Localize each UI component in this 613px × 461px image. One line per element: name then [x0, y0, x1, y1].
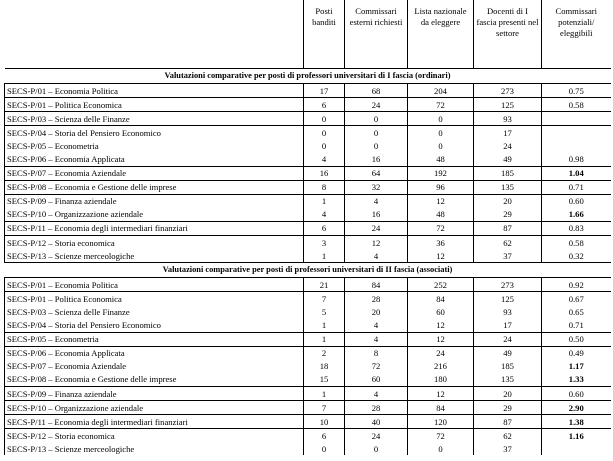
commissari-potenziali-cell: [542, 442, 611, 455]
commission-table: [4, 0, 611, 455]
sector-label: SECS-P/10 – Organizzazione aziendale: [5, 208, 304, 222]
lista-nazionale-cell: 192: [408, 166, 474, 180]
lista-nazionale-cell: 72: [408, 221, 474, 235]
section-header: [5, 263, 611, 278]
table-row: [5, 180, 611, 194]
lista-nazionale-cell: 12: [408, 332, 474, 346]
commissari-esterni-cell: 4: [345, 249, 408, 263]
commissari-esterni-cell: 4: [345, 332, 408, 346]
posti-banditi-cell: 17: [304, 84, 345, 98]
posti-banditi-cell: 2: [304, 346, 345, 360]
commissari-esterni-cell: 40: [345, 415, 408, 429]
docenti-presenti-cell: 273: [474, 84, 542, 98]
docenti-presenti-cell: 87: [474, 221, 542, 235]
table-row: [5, 292, 611, 306]
header-commissari-esterni: Commissari esterni richiesti: [345, 0, 408, 69]
table-row: [5, 249, 611, 263]
docenti-presenti-cell: 24: [474, 139, 542, 152]
sector-label: SECS-P/03 – Scienza delle Finanze: [5, 112, 304, 126]
docenti-presenti-cell: 62: [474, 236, 542, 250]
header-row: [5, 0, 611, 69]
sector-label: SECS-P/01 – Politica Economica: [5, 98, 304, 112]
posti-banditi-cell: 21: [304, 278, 345, 292]
table-row: [5, 166, 611, 180]
sector-label: SECS-P/01 – Politica Economica: [5, 292, 304, 306]
table-row: [5, 221, 611, 235]
docenti-presenti-cell: 87: [474, 415, 542, 429]
header-commissari-potenziali: Commissari potenziali/ eleggibili: [542, 0, 611, 69]
table-row: [5, 126, 611, 140]
commissari-potenziali-cell: 0.60: [542, 386, 611, 400]
header-docenti-presenti: Docenti di I fascia presenti nel settore: [474, 0, 542, 69]
commissari-potenziali-cell: 0.65: [542, 305, 611, 318]
commissari-esterni-cell: 28: [345, 292, 408, 306]
docenti-presenti-cell: 29: [474, 401, 542, 415]
commissari-potenziali-cell: 0.60: [542, 194, 611, 208]
lista-nazionale-cell: 12: [408, 249, 474, 263]
commissari-potenziali-cell: 1.33: [542, 373, 611, 387]
section-title: Valutazioni comparative per posti di professori universitari di II fascia (associati): [162, 265, 453, 275]
commissari-potenziali-cell: 2.90: [542, 401, 611, 415]
commissari-potenziali-cell: [542, 126, 611, 140]
commissari-potenziali-cell: 0.50: [542, 332, 611, 346]
commissari-potenziali-cell: 1.04: [542, 166, 611, 180]
lista-nazionale-cell: 72: [408, 429, 474, 443]
docenti-presenti-cell: 37: [474, 249, 542, 263]
table-row: [5, 346, 611, 360]
posti-banditi-cell: 1: [304, 319, 345, 333]
section-header: [5, 69, 611, 84]
sector-label: SECS-P/05 – Econometria: [5, 332, 304, 346]
table-row: [5, 373, 611, 387]
docenti-presenti-cell: 49: [474, 346, 542, 360]
lista-nazionale-cell: 84: [408, 401, 474, 415]
sector-label: SECS-P/09 – Finanza aziendale: [5, 194, 304, 208]
sector-label: SECS-P/07 – Economia Aziendale: [5, 166, 304, 180]
commissari-esterni-cell: 12: [345, 236, 408, 250]
lista-nazionale-cell: 24: [408, 346, 474, 360]
sector-label: SECS-P/04 – Storia del Pensiero Economico: [5, 126, 304, 140]
table-row: [5, 401, 611, 415]
docenti-presenti-cell: 93: [474, 305, 542, 318]
sector-label: SECS-P/08 – Economia e Gestione delle imprese: [5, 373, 304, 387]
docenti-presenti-cell: 62: [474, 429, 542, 443]
docenti-presenti-cell: 93: [474, 112, 542, 126]
posti-banditi-cell: 1: [304, 332, 345, 346]
commissari-esterni-cell: 16: [345, 208, 408, 222]
sector-label: SECS-P/06 – Economia Applicata: [5, 152, 304, 166]
lista-nazionale-cell: 12: [408, 319, 474, 333]
commissari-esterni-cell: 20: [345, 305, 408, 318]
commissari-potenziali-cell: 0.49: [542, 346, 611, 360]
sector-label: SECS-P/04 – Storia del Pensiero Economico: [5, 319, 304, 333]
sector-label: SECS-P/07 – Economia Aziendale: [5, 360, 304, 373]
commissari-potenziali-cell: 0.71: [542, 319, 611, 333]
docenti-presenti-cell: 135: [474, 373, 542, 387]
table-row: [5, 84, 611, 98]
lista-nazionale-cell: 48: [408, 152, 474, 166]
commissari-esterni-cell: 16: [345, 152, 408, 166]
docenti-presenti-cell: 29: [474, 208, 542, 222]
commissari-potenziali-cell: 0.67: [542, 292, 611, 306]
docenti-presenti-cell: 125: [474, 98, 542, 112]
docenti-presenti-cell: 20: [474, 194, 542, 208]
commissari-esterni-cell: 24: [345, 221, 408, 235]
commissari-esterni-cell: 0: [345, 126, 408, 140]
commissari-potenziali-cell: 1.17: [542, 360, 611, 373]
lista-nazionale-cell: 0: [408, 442, 474, 455]
lista-nazionale-cell: 96: [408, 180, 474, 194]
posti-banditi-cell: 0: [304, 442, 345, 455]
commissari-esterni-cell: 60: [345, 373, 408, 387]
commissari-potenziali-cell: 0.32: [542, 249, 611, 263]
table-row: [5, 415, 611, 429]
posti-banditi-cell: 1: [304, 249, 345, 263]
sector-label: SECS-P/13 – Scienze merceologiche: [5, 442, 304, 455]
commissari-potenziali-cell: 1.38: [542, 415, 611, 429]
sector-label: SECS-P/11 – Economia degli intermediari finanziari: [5, 221, 304, 235]
sector-label: SECS-P/01 – Economia Politica: [5, 84, 304, 98]
header-posti-banditi: Posti banditi: [304, 0, 345, 69]
lista-nazionale-cell: 72: [408, 98, 474, 112]
sector-label: SECS-P/11 – Economia degli intermediari finanziari: [5, 415, 304, 429]
table-row: [5, 332, 611, 346]
table-row: [5, 442, 611, 455]
posti-banditi-cell: 16: [304, 166, 345, 180]
table-row: [5, 152, 611, 166]
posti-banditi-cell: 4: [304, 208, 345, 222]
table-row: [5, 139, 611, 152]
sector-label: SECS-P/08 – Economia e Gestione delle imprese: [5, 180, 304, 194]
posti-banditi-cell: 0: [304, 112, 345, 126]
posti-banditi-cell: 1: [304, 194, 345, 208]
commissari-potenziali-cell: 1.66: [542, 208, 611, 222]
lista-nazionale-cell: 48: [408, 208, 474, 222]
posti-banditi-cell: 18: [304, 360, 345, 373]
lista-nazionale-cell: 12: [408, 194, 474, 208]
lista-nazionale-cell: 84: [408, 292, 474, 306]
table-row: [5, 98, 611, 112]
commissari-esterni-cell: 0: [345, 139, 408, 152]
commissari-esterni-cell: 4: [345, 194, 408, 208]
commissari-esterni-cell: 24: [345, 98, 408, 112]
commissari-esterni-cell: 8: [345, 346, 408, 360]
table-row: [5, 278, 611, 292]
lista-nazionale-cell: 120: [408, 415, 474, 429]
posti-banditi-cell: 0: [304, 139, 345, 152]
commissari-potenziali-cell: [542, 139, 611, 152]
commissari-esterni-cell: 64: [345, 166, 408, 180]
header-blank: [5, 0, 304, 69]
sector-label: SECS-P/12 – Storia economica: [5, 429, 304, 443]
docenti-presenti-cell: 135: [474, 180, 542, 194]
sector-label: SECS-P/06 – Economia Applicata: [5, 346, 304, 360]
posti-banditi-cell: 15: [304, 373, 345, 387]
lista-nazionale-cell: 0: [408, 139, 474, 152]
table-row: [5, 386, 611, 400]
sector-label: SECS-P/10 – Organizzazione aziendale: [5, 401, 304, 415]
commissari-potenziali-cell: 1.16: [542, 429, 611, 443]
sector-label: SECS-P/13 – Scienze merceologiche: [5, 249, 304, 263]
commissari-esterni-cell: 68: [345, 84, 408, 98]
table-row: [5, 208, 611, 222]
commissari-potenziali-cell: 0.98: [542, 152, 611, 166]
docenti-presenti-cell: 185: [474, 166, 542, 180]
lista-nazionale-cell: 204: [408, 84, 474, 98]
commissari-esterni-cell: 32: [345, 180, 408, 194]
posti-banditi-cell: 1: [304, 386, 345, 400]
table-row: [5, 236, 611, 250]
docenti-presenti-cell: 17: [474, 126, 542, 140]
table-row: [5, 429, 611, 443]
docenti-presenti-cell: 49: [474, 152, 542, 166]
commissari-esterni-cell: 72: [345, 360, 408, 373]
commissari-esterni-cell: 0: [345, 112, 408, 126]
lista-nazionale-cell: 36: [408, 236, 474, 250]
lista-nazionale-cell: 0: [408, 112, 474, 126]
table-row: [5, 360, 611, 373]
commissari-potenziali-cell: 0.83: [542, 221, 611, 235]
commissari-potenziali-cell: [542, 112, 611, 126]
table-row: [5, 194, 611, 208]
posti-banditi-cell: 6: [304, 221, 345, 235]
sector-label: SECS-P/01 – Economia Politica: [5, 278, 304, 292]
table-row: [5, 112, 611, 126]
commissari-esterni-cell: 84: [345, 278, 408, 292]
commissari-esterni-cell: 24: [345, 429, 408, 443]
commissari-potenziali-cell: 0.75: [542, 84, 611, 98]
posti-banditi-cell: 7: [304, 292, 345, 306]
commissari-esterni-cell: 0: [345, 442, 408, 455]
commissari-esterni-cell: 28: [345, 401, 408, 415]
commissari-esterni-cell: 4: [345, 386, 408, 400]
sector-label: SECS-P/03 – Scienza delle Finanze: [5, 305, 304, 318]
docenti-presenti-cell: 273: [474, 278, 542, 292]
lista-nazionale-cell: 252: [408, 278, 474, 292]
header-lista-nazionale: Lista nazionale da eleggere: [408, 0, 474, 69]
posti-banditi-cell: 6: [304, 98, 345, 112]
docenti-presenti-cell: 24: [474, 332, 542, 346]
lista-nazionale-cell: 216: [408, 360, 474, 373]
posti-banditi-cell: 8: [304, 180, 345, 194]
docenti-presenti-cell: 185: [474, 360, 542, 373]
table-row: [5, 305, 611, 318]
docenti-presenti-cell: 37: [474, 442, 542, 455]
commissari-potenziali-cell: 0.58: [542, 236, 611, 250]
docenti-presenti-cell: 17: [474, 319, 542, 333]
section-title: Valutazioni comparative per posti di professori universitari di I fascia (ordinari): [164, 71, 451, 80]
commissari-potenziali-cell: 0.71: [542, 180, 611, 194]
posti-banditi-cell: 10: [304, 415, 345, 429]
docenti-presenti-cell: 125: [474, 292, 542, 306]
lista-nazionale-cell: 0: [408, 126, 474, 140]
commissari-potenziali-cell: 0.92: [542, 278, 611, 292]
lista-nazionale-cell: 60: [408, 305, 474, 318]
lista-nazionale-cell: 12: [408, 386, 474, 400]
posti-banditi-cell: 3: [304, 236, 345, 250]
table-row: [5, 319, 611, 333]
commissari-potenziali-cell: 0.58: [542, 98, 611, 112]
docenti-presenti-cell: 20: [474, 386, 542, 400]
posti-banditi-cell: 0: [304, 126, 345, 140]
posti-banditi-cell: 6: [304, 429, 345, 443]
posti-banditi-cell: 7: [304, 401, 345, 415]
posti-banditi-cell: 5: [304, 305, 345, 318]
posti-banditi-cell: 4: [304, 152, 345, 166]
sector-label: SECS-P/09 – Finanza aziendale: [5, 386, 304, 400]
sector-label: SECS-P/12 – Storia economica: [5, 236, 304, 250]
sector-label: SECS-P/05 – Econometria: [5, 139, 304, 152]
commissari-esterni-cell: 4: [345, 319, 408, 333]
lista-nazionale-cell: 180: [408, 373, 474, 387]
